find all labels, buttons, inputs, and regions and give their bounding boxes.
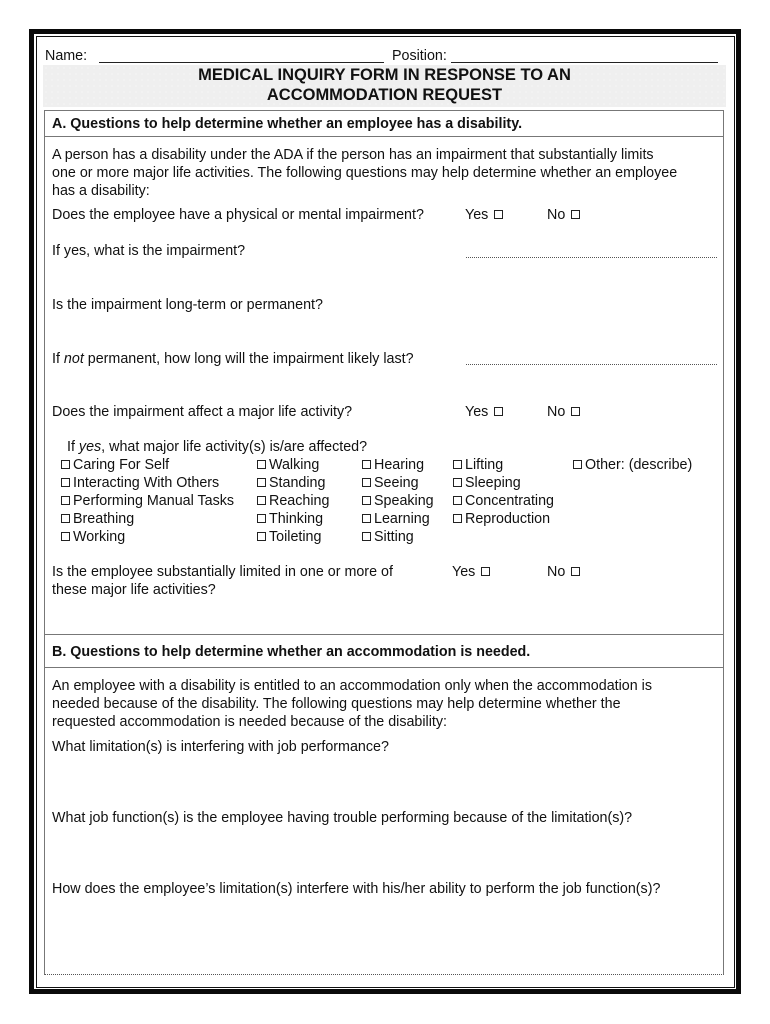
prompt-emphasis: yes (78, 439, 102, 455)
section-a-intro-1: A person has a disability under the ADA if the person has an impairment that substantially limits (52, 147, 654, 163)
substantially-limited-no-option[interactable] (547, 563, 580, 581)
q4-suffix: permanent, how long will the impairment likely last? (83, 351, 414, 367)
activity-working[interactable] (61, 528, 234, 546)
checkbox-icon[interactable] (453, 478, 462, 487)
checkbox-icon[interactable] (61, 496, 70, 505)
checkbox-icon[interactable] (257, 532, 266, 541)
question-substantially-limited-line-2: these major life activities? (52, 582, 216, 598)
checkbox-icon[interactable] (494, 210, 503, 219)
activity-reaching[interactable] (257, 492, 329, 510)
question-job-functions: What job function(s) is the employee having trouble performing because of the limitation(s)? (52, 810, 633, 826)
duration-answer-line[interactable] (466, 364, 717, 365)
activity-label: Interacting With Others (73, 475, 220, 491)
activity-seeing[interactable] (362, 474, 434, 492)
question-long-term: Is the impairment long-term or permanent? (52, 297, 323, 313)
prompt-suffix: , what major life activity(s) is/are affected? (101, 439, 368, 455)
impairment-yes-option[interactable] (465, 206, 503, 224)
activity-label: Speaking (374, 493, 434, 509)
name-label: Name: (45, 48, 88, 64)
activity-label: Concentrating (465, 493, 555, 509)
question-impairment: Does the employee have a physical or mental impairment? (52, 207, 424, 223)
section-b-header-divider (44, 667, 724, 668)
activity-label: Hearing (374, 457, 425, 473)
q4-emphasis: not (63, 351, 84, 367)
question-what-impairment: If yes, what is the impairment? (52, 243, 246, 259)
checkbox-icon[interactable] (61, 460, 70, 469)
question-substantially-limited-line-1: Is the employee substantially limited in one or more of (52, 564, 393, 580)
checkbox-icon[interactable] (362, 532, 371, 541)
section-a-heading: A. Questions to help determine whether an employee has a disability. (52, 116, 523, 132)
no-label: No (547, 207, 566, 223)
checkbox-icon[interactable] (257, 514, 266, 523)
form-title-line-1: MEDICAL INQUIRY FORM IN RESPONSE TO AN (198, 66, 571, 84)
activity-label: Lifting (465, 457, 504, 473)
position-label: Position: (392, 48, 447, 64)
question-duration (52, 350, 414, 368)
activity-breathing[interactable] (61, 510, 234, 528)
checkbox-icon[interactable] (257, 496, 266, 505)
activities-column-5 (573, 456, 692, 474)
q4-prefix: If (52, 351, 64, 367)
yes-label: Yes (452, 564, 476, 580)
activity-label: Performing Manual Tasks (73, 493, 235, 509)
activity-speaking[interactable] (362, 492, 434, 510)
section-b-heading: B. Questions to help determine whether an accommodation is needed. (52, 644, 531, 660)
activity-standing[interactable] (257, 474, 329, 492)
question-limitation: What limitation(s) is interfering with job performance? (52, 739, 389, 755)
impairment-no-option[interactable] (547, 206, 580, 224)
activity-label: Walking (269, 457, 320, 473)
activity-concentrating[interactable] (453, 492, 554, 510)
checkbox-icon[interactable] (571, 567, 580, 576)
activity-lifting[interactable] (453, 456, 554, 474)
activity-label: Other: (describe) (585, 457, 693, 473)
activity-hearing[interactable] (362, 456, 434, 474)
checkbox-icon[interactable] (257, 460, 266, 469)
activity-performing-manual-tasks[interactable] (61, 492, 234, 510)
activities-column-4 (453, 456, 554, 528)
activity-toileting[interactable] (257, 528, 329, 546)
activity-other[interactable] (573, 456, 692, 474)
life-activity-no-option[interactable] (547, 403, 580, 421)
substantially-limited-yes-option[interactable] (452, 563, 490, 581)
section-b-intro-2: needed because of the disability. The following questions may help determine whether the (52, 696, 621, 712)
yes-label: Yes (465, 207, 489, 223)
life-activity-yes-option[interactable] (465, 403, 503, 421)
activities-column-3 (362, 456, 434, 546)
question-major-life-activity: Does the impairment affect a major life activity? (52, 404, 353, 420)
checkbox-icon[interactable] (571, 407, 580, 416)
activity-learning[interactable] (362, 510, 434, 528)
prompt-prefix: If (67, 439, 79, 455)
activity-label: Sleeping (465, 475, 521, 491)
checkbox-icon[interactable] (61, 532, 70, 541)
checkbox-icon[interactable] (362, 496, 371, 505)
checkbox-icon[interactable] (362, 460, 371, 469)
activity-caring-for-self[interactable] (61, 456, 234, 474)
activity-label: Learning (374, 511, 430, 527)
form-title-line-2: ACCOMMODATION REQUEST (266, 86, 503, 104)
yes-label: Yes (465, 404, 489, 420)
checkbox-icon[interactable] (61, 514, 70, 523)
position-field[interactable] (451, 62, 718, 63)
activity-reproduction[interactable] (453, 510, 554, 528)
activity-label: Reaching (269, 493, 330, 509)
no-label: No (547, 404, 566, 420)
activity-interacting-with-others[interactable] (61, 474, 234, 492)
activity-sitting[interactable] (362, 528, 434, 546)
activity-label: Standing (269, 475, 326, 491)
activities-column-2 (257, 456, 329, 546)
question-interference: How does the employee’s limitation(s) interfere with his/her ability to perform the job function(s)? (52, 881, 661, 897)
checkbox-icon[interactable] (257, 478, 266, 487)
checkbox-icon[interactable] (362, 514, 371, 523)
checkbox-icon[interactable] (453, 514, 462, 523)
section-a-header-divider (44, 136, 724, 137)
checkbox-icon[interactable] (362, 478, 371, 487)
impairment-answer-line[interactable] (466, 257, 717, 258)
activity-label: Sitting (374, 529, 414, 545)
activity-walking[interactable] (257, 456, 329, 474)
checkbox-icon[interactable] (481, 567, 490, 576)
activity-label: Thinking (269, 511, 324, 527)
section-b-intro-3: requested accommodation is needed because of the disability: (52, 714, 448, 730)
checkbox-icon[interactable] (61, 478, 70, 487)
checkbox-icon[interactable] (453, 460, 462, 469)
activity-label: Working (73, 529, 126, 545)
checkbox-icon[interactable] (573, 460, 582, 469)
section-b-intro-1: An employee with a disability is entitled to an accommodation only when the accommodation is (52, 678, 652, 694)
checkbox-icon[interactable] (571, 210, 580, 219)
activity-thinking[interactable] (257, 510, 329, 528)
section-a-intro-3: has a disability: (52, 183, 150, 199)
activities-column-1 (61, 456, 234, 546)
activity-sleeping[interactable] (453, 474, 554, 492)
activity-label: Reproduction (465, 511, 551, 527)
name-field[interactable] (99, 62, 384, 63)
no-label: No (547, 564, 566, 580)
activity-label: Caring For Self (73, 457, 170, 473)
activity-label: Seeing (374, 475, 419, 491)
activity-label: Toileting (269, 529, 322, 545)
section-a-intro-2: one or more major life activities. The following questions may help determine whether an employee (52, 165, 678, 181)
checkbox-icon[interactable] (453, 496, 462, 505)
activities-prompt (67, 438, 367, 456)
activity-label: Breathing (73, 511, 135, 527)
checkbox-icon[interactable] (494, 407, 503, 416)
